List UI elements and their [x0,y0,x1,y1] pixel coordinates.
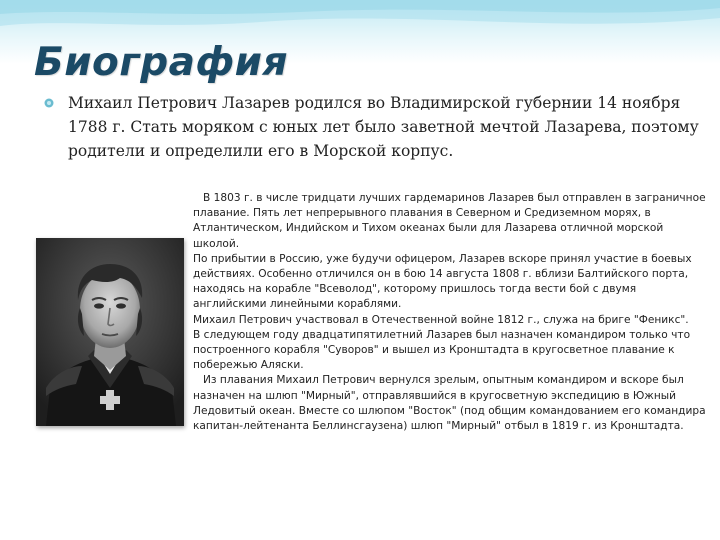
intro-bullet [44,91,704,163]
slide-title: Биография [34,40,289,85]
intro-text: Михаил Петрович Лазарев родился во Владимирской губернии 14 ноября 1788 г. Стать моряком с юных лет было заветной мечтой Лазарева, поэтому родители и определили его в Морской корпус. [68,94,699,160]
paragraph-2: По прибытии в Россию, уже будучи офицером, Лазарев вскоре принял участие в боевых действиях. Особенно отличился он в бою 14 августа 1808 г. вблизи Балтийского порта, находясь на корабле "Всеволод", которому пришлось тогда вести бой с двумя английскими линейными кораблями. [193,252,692,311]
paragraph-4: В следующем году двадцатипятилетний Лазарев был назначен командиром только что построенного корабля "Суворов" и вышел из Кронштадта в кругосветное плавание к побережью Аляски. [193,328,691,372]
paragraph-3: Михаил Петрович участвовал в Отечественной войне 1812 г., служа на бриге "Феникс". [193,313,689,326]
bullet-icon [44,98,54,108]
paragraph-1: В 1803 г. в числе тридцати лучших гардемаринов Лазарев был отправлен в заграничное плавание. Пять лет непрерывного плавания в Северном и Средиземном морях, в Атлантическом, Индийском и Тихом океанах были для Лазарева отличной морской школой. [193,192,706,250]
paragraph-5: Из плавания Михаил Петрович вернулся зрелым, опытным командиром и вскоре был назначен на шлюп "Мирный", отправлявшийся в кругосветную экспедицию в Южный Ледовитый океан. Вместе со шлюпом "Восток" (под общим командованием его командира капитан-лейтенанта Беллинсгаузена) шлюп "Мирный" отбыл в 1819 г. из Кронштадта. [193,374,706,433]
biography-body [193,191,711,434]
portrait-image [36,238,184,426]
portrait-illustration [36,238,184,426]
